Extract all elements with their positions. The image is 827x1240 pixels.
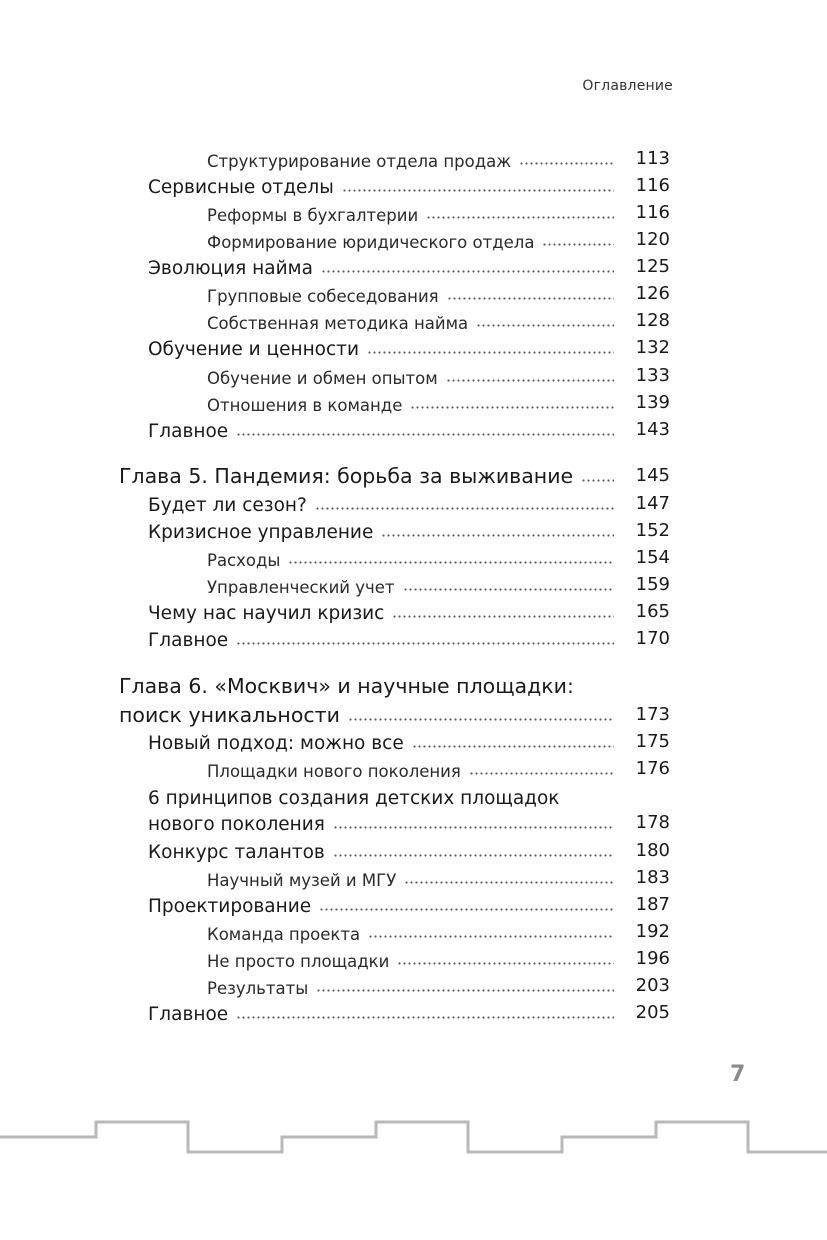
- toc-entry: [207, 543, 670, 570]
- toc-entry-page: 120: [635, 229, 670, 250]
- toc-entry-title: Управленческий учет: [207, 578, 403, 597]
- toc-entry-page: 116: [635, 202, 670, 223]
- toc-entry: [119, 700, 670, 727]
- toc-leader-dots: [403, 579, 614, 591]
- toc-entry-page: 132: [635, 337, 670, 358]
- toc-entry: [119, 461, 670, 488]
- toc-leader-dots: [404, 872, 614, 884]
- toc-leader-dots: [397, 953, 614, 965]
- toc-leader-dots: [236, 424, 614, 436]
- toc-entry-title: 6 принципов создания детских площадок: [148, 788, 567, 809]
- toc-leader-dots: [315, 498, 614, 510]
- toc-entry-page: 196: [635, 948, 670, 969]
- toc-entry: [148, 998, 670, 1025]
- toc-entry-page: 176: [635, 758, 670, 779]
- toc-entry-title: Формирование юридического отдела: [207, 233, 542, 252]
- toc-entry-page: 159: [635, 574, 670, 595]
- toc-entry-title: Чему нас научил кризис: [148, 603, 392, 624]
- toc-entry-title: Площадки нового поколения: [207, 762, 469, 781]
- toc-entry: [207, 198, 670, 225]
- toc-entry: [119, 671, 614, 698]
- toc-leader-dots: [446, 370, 614, 382]
- toc-entry-title: Собственная методика найма: [207, 314, 476, 333]
- toc-entry-title: Реформы в бухгалтерии: [207, 206, 426, 225]
- toc-entry: [207, 306, 670, 333]
- toc-entry-title: Будет ли сезон?: [148, 495, 315, 516]
- toc-entry-page: 170: [635, 628, 670, 649]
- toc-entry-page: 133: [635, 365, 670, 386]
- toc-entry-page: 183: [635, 867, 670, 888]
- toc-entry-title: Расходы: [207, 551, 288, 570]
- toc-entry-page: 152: [635, 520, 670, 541]
- toc-entry: [148, 489, 670, 516]
- toc-entry-title: Новый подход: можно все: [148, 733, 412, 754]
- toc-entry-title: Эволюция найма: [148, 258, 321, 279]
- toc-entry: [207, 917, 670, 944]
- toc-entry-page: 180: [635, 840, 670, 861]
- toc-leader-dots: [348, 709, 614, 721]
- toc-entry-page: 187: [635, 894, 670, 915]
- toc-entry-title: Главное: [148, 1004, 236, 1025]
- toc-entry: [207, 279, 670, 306]
- toc-entry: [148, 516, 670, 543]
- toc-entry-title: Проектирование: [148, 896, 319, 917]
- toc-leader-dots: [333, 845, 614, 857]
- toc-entry-title: Главное: [148, 421, 236, 442]
- toc-entry: [207, 944, 670, 971]
- toc-entry: [148, 727, 670, 754]
- toc-entry: [207, 570, 670, 597]
- toc-entry-page: 143: [635, 419, 670, 440]
- toc-entry-title: Конкурс талантов: [148, 842, 333, 863]
- toc-entry-page: 139: [635, 392, 670, 413]
- toc-entry: [207, 144, 670, 171]
- toc-leader-dots: [426, 207, 614, 219]
- toc-leader-dots: [392, 606, 614, 618]
- toc-entry-title: Глава 5. Пандемия: борьба за выживание: [119, 464, 581, 488]
- toc-leader-dots: [469, 763, 614, 775]
- toc-entry-page: 147: [635, 493, 670, 514]
- toc-entry: [148, 624, 670, 651]
- toc-leader-dots: [368, 926, 614, 938]
- toc-leader-dots: [333, 817, 614, 829]
- toc-entry: [207, 754, 670, 781]
- toc-entry-page: 173: [635, 704, 670, 725]
- toc-entry-page: 113: [635, 148, 670, 169]
- toc-entry: [207, 225, 670, 252]
- toc-entry: [207, 971, 670, 998]
- toc-entry-title: Кризисное управление: [148, 522, 381, 543]
- toc-leader-dots: [236, 1007, 614, 1019]
- toc-entry-title: Главное: [148, 630, 236, 651]
- page-number: 7: [730, 1062, 746, 1087]
- toc-leader-dots: [476, 315, 614, 327]
- toc-entry-page: 116: [635, 175, 670, 196]
- toc-entry-title: Обучение и обмен опытом: [207, 369, 446, 388]
- toc-entry-page: 125: [635, 256, 670, 277]
- toc-entry-title: Не просто площадки: [207, 952, 397, 971]
- toc-leader-dots: [519, 153, 614, 165]
- toc-entry-page: 178: [635, 812, 670, 833]
- toc-entry: [207, 863, 670, 890]
- toc-leader-dots: [410, 397, 614, 409]
- toc-entry: [148, 836, 670, 863]
- toc-leader-dots: [412, 736, 614, 748]
- toc-entry-page: 175: [635, 731, 670, 752]
- toc-entry: [207, 388, 670, 415]
- toc-leader-dots: [581, 470, 614, 482]
- toc-leader-dots: [342, 180, 614, 192]
- toc-leader-dots: [542, 234, 614, 246]
- toc-entry-page: 145: [635, 465, 670, 486]
- toc-entry-page: 154: [635, 547, 670, 568]
- toc-leader-dots: [381, 525, 614, 537]
- toc-leader-dots: [447, 288, 614, 300]
- toc-entry-page: 165: [635, 601, 670, 622]
- toc-entry: [148, 415, 670, 442]
- toc-leader-dots: [316, 980, 614, 992]
- running-head: Оглавление: [582, 78, 673, 94]
- toc-entry-title: Сервисные отделы: [148, 177, 342, 198]
- toc-entry-title: Групповые собеседования: [207, 287, 447, 306]
- toc-leader-dots: [236, 633, 614, 645]
- toc-entry: [207, 361, 670, 388]
- toc-entry-title: Структурирование отдела продаж: [207, 152, 519, 171]
- toc-entry-title: Команда проекта: [207, 925, 368, 944]
- toc-entry-page: 126: [635, 283, 670, 304]
- toc-entry-page: 205: [635, 1002, 670, 1023]
- toc-entry-page: 203: [635, 975, 670, 996]
- toc-leader-dots: [288, 552, 614, 564]
- toc-leader-dots: [321, 261, 614, 273]
- toc-entry-page: 192: [635, 921, 670, 942]
- toc-entry: [148, 333, 670, 360]
- toc-entry: [148, 890, 670, 917]
- toc-entry: [148, 597, 670, 624]
- toc-leader-dots: [319, 899, 614, 911]
- toc-entry: [148, 171, 670, 198]
- toc-entry-page: 128: [635, 310, 670, 331]
- toc-entry-title: Глава 6. «Москвич» и научные площадки:: [119, 674, 582, 698]
- toc-leader-dots: [367, 342, 614, 354]
- toc-entry: [148, 252, 670, 279]
- toc-entry-title: Результаты: [207, 979, 316, 998]
- toc-entry-title: Обучение и ценности: [148, 339, 367, 360]
- toc-entry-title: Научный музей и МГУ: [207, 871, 404, 890]
- toc-entry-title: нового поколения: [148, 814, 333, 835]
- toc-entry: [148, 782, 614, 809]
- toc-entry-title: Отношения в команде: [207, 396, 410, 415]
- decorative-step-line: [0, 1112, 827, 1162]
- toc-entry-title: поиск уникальности: [119, 703, 348, 727]
- toc-entry: [148, 808, 670, 835]
